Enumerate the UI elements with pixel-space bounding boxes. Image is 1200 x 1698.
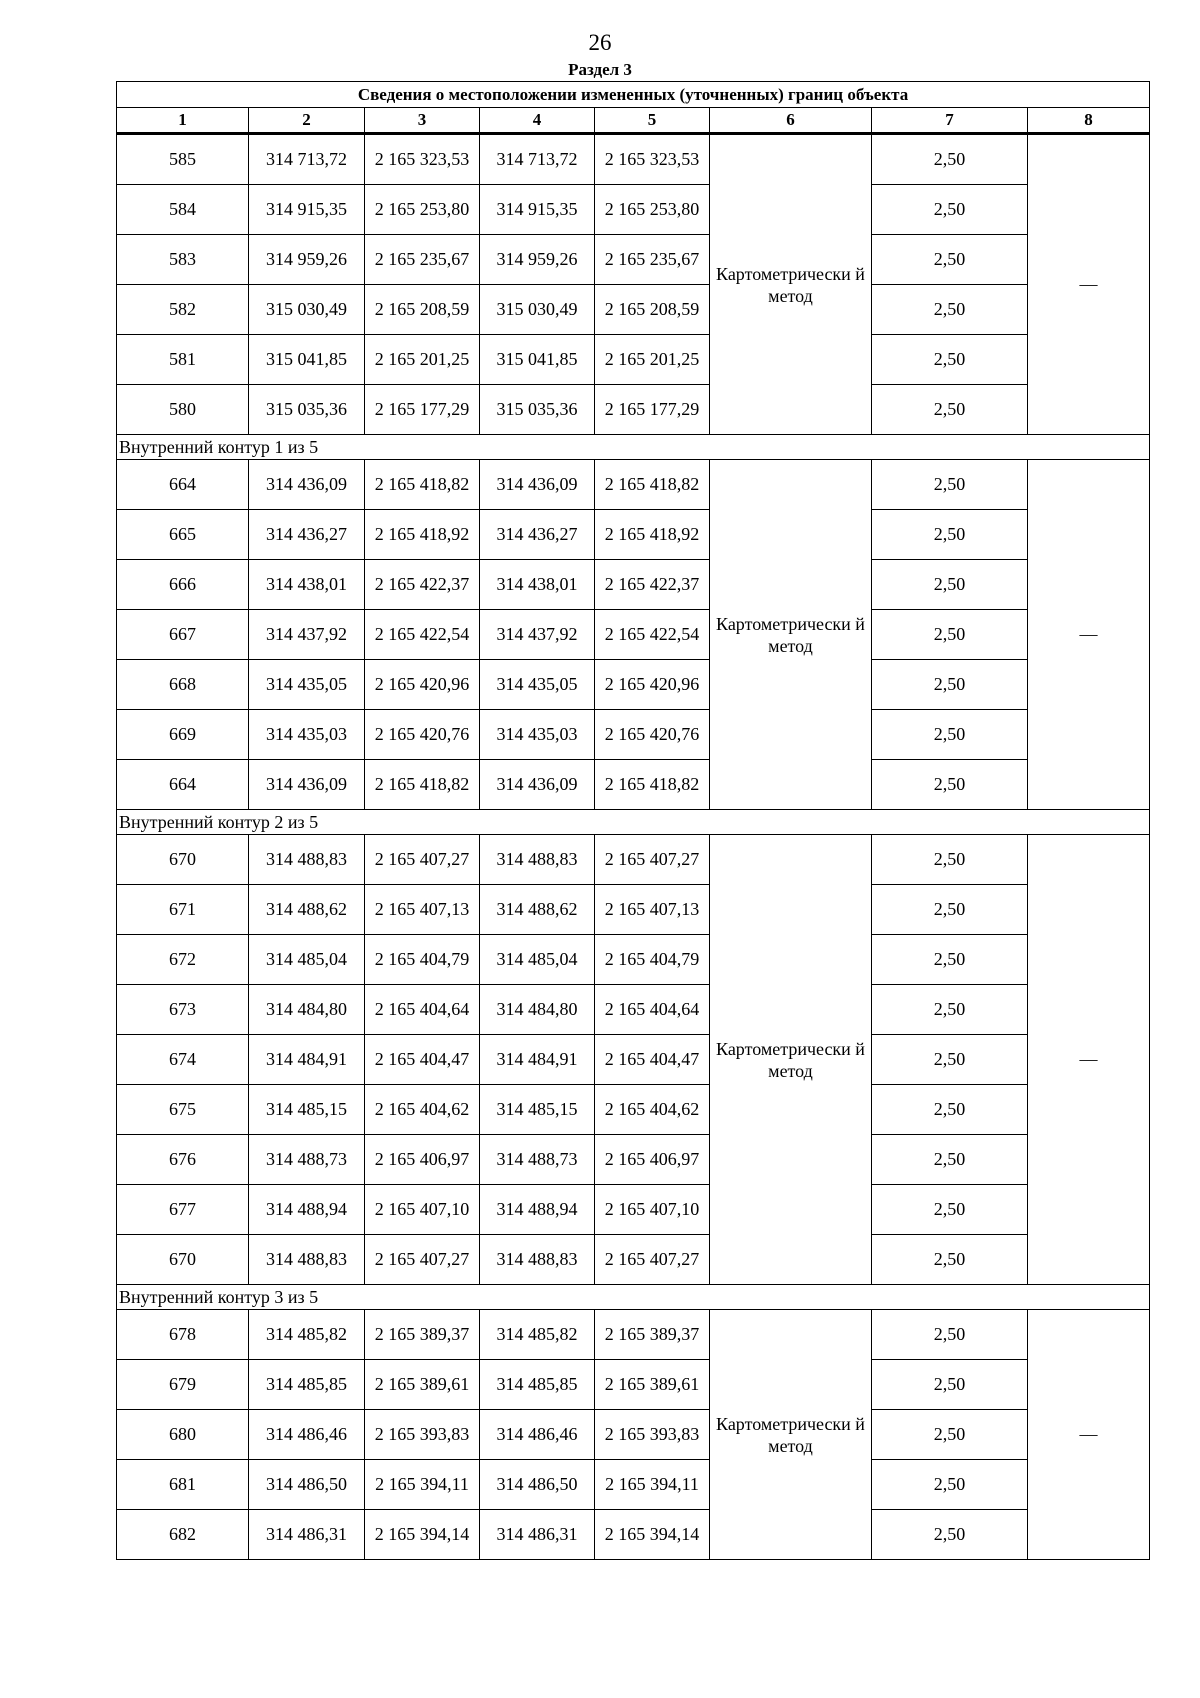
existing-x-cell: 314 436,09 xyxy=(249,760,365,810)
precision-cell: 2,50 xyxy=(872,134,1028,185)
table-row xyxy=(117,510,1150,560)
existing-x-cell: 314 435,03 xyxy=(249,710,365,760)
point-number-cell: 678 xyxy=(117,1310,249,1360)
table-row xyxy=(117,1410,1150,1460)
new-x-cell: 314 485,82 xyxy=(480,1310,595,1360)
table-row xyxy=(117,460,1150,510)
new-y-cell: 2 165 418,82 xyxy=(595,460,710,510)
new-y-cell: 2 165 407,10 xyxy=(595,1185,710,1235)
new-y-cell: 2 165 323,53 xyxy=(595,134,710,185)
column-number: 3 xyxy=(365,108,480,134)
precision-cell: 2,50 xyxy=(872,1410,1028,1460)
precision-cell: 2,50 xyxy=(872,610,1028,660)
new-y-cell: 2 165 394,11 xyxy=(595,1460,710,1510)
point-number-cell: 673 xyxy=(117,985,249,1035)
new-y-cell: 2 165 394,14 xyxy=(595,1510,710,1560)
existing-x-cell: 314 485,85 xyxy=(249,1360,365,1410)
table-row xyxy=(117,710,1150,760)
existing-x-cell: 314 488,83 xyxy=(249,835,365,885)
point-number-cell: 675 xyxy=(117,1085,249,1135)
precision-cell: 2,50 xyxy=(872,1135,1028,1185)
table-row xyxy=(117,385,1150,435)
new-x-cell: 314 486,50 xyxy=(480,1460,595,1510)
existing-x-cell: 314 437,92 xyxy=(249,610,365,660)
new-y-cell: 2 165 418,92 xyxy=(595,510,710,560)
existing-x-cell: 314 959,26 xyxy=(249,235,365,285)
existing-y-cell: 2 165 422,54 xyxy=(365,610,480,660)
point-number-cell: 677 xyxy=(117,1185,249,1235)
new-x-cell: 314 436,09 xyxy=(480,760,595,810)
new-x-cell: 314 485,85 xyxy=(480,1360,595,1410)
method-cell: Картометрически й метод xyxy=(710,835,872,1285)
table-row xyxy=(117,1085,1150,1135)
point-number-cell: 668 xyxy=(117,660,249,710)
point-number-cell: 676 xyxy=(117,1135,249,1185)
new-x-cell: 314 488,83 xyxy=(480,835,595,885)
method-cell: Картометрически й метод xyxy=(710,1310,872,1560)
existing-y-cell: 2 165 407,27 xyxy=(365,1235,480,1285)
precision-cell: 2,50 xyxy=(872,1185,1028,1235)
new-y-cell: 2 165 422,37 xyxy=(595,560,710,610)
new-x-cell: 314 436,27 xyxy=(480,510,595,560)
table-caption-row xyxy=(117,82,1150,108)
new-y-cell: 2 165 389,37 xyxy=(595,1310,710,1360)
table-row xyxy=(117,185,1150,235)
new-y-cell: 2 165 404,79 xyxy=(595,935,710,985)
existing-x-cell: 314 486,50 xyxy=(249,1460,365,1510)
point-number-cell: 682 xyxy=(117,1510,249,1560)
existing-x-cell: 314 486,31 xyxy=(249,1510,365,1560)
table-row xyxy=(117,1185,1150,1235)
new-y-cell: 2 165 404,47 xyxy=(595,1035,710,1085)
new-y-cell: 2 165 177,29 xyxy=(595,385,710,435)
precision-cell: 2,50 xyxy=(872,335,1028,385)
existing-x-cell: 314 488,83 xyxy=(249,1235,365,1285)
new-y-cell: 2 165 253,80 xyxy=(595,185,710,235)
existing-y-cell: 2 165 420,96 xyxy=(365,660,480,710)
description-cell: — xyxy=(1028,835,1150,1285)
point-number-cell: 680 xyxy=(117,1410,249,1460)
method-cell: Картометрически й метод xyxy=(710,134,872,435)
new-x-cell: 314 915,35 xyxy=(480,185,595,235)
new-y-cell: 2 165 404,62 xyxy=(595,1085,710,1135)
new-y-cell: 2 165 407,27 xyxy=(595,1235,710,1285)
new-x-cell: 314 435,03 xyxy=(480,710,595,760)
precision-cell: 2,50 xyxy=(872,710,1028,760)
precision-cell: 2,50 xyxy=(872,1310,1028,1360)
page-number: 26 xyxy=(588,30,612,55)
new-x-cell: 314 486,31 xyxy=(480,1510,595,1560)
existing-x-cell: 314 435,05 xyxy=(249,660,365,710)
existing-x-cell: 314 485,82 xyxy=(249,1310,365,1360)
point-number-cell: 665 xyxy=(117,510,249,560)
precision-cell: 2,50 xyxy=(872,235,1028,285)
existing-y-cell: 2 165 418,82 xyxy=(365,460,480,510)
new-x-cell: 314 488,83 xyxy=(480,1235,595,1285)
method-cell: Картометрически й метод xyxy=(710,460,872,810)
existing-y-cell: 2 165 389,37 xyxy=(365,1310,480,1360)
coordinates-table xyxy=(116,81,1150,1560)
column-number: 5 xyxy=(595,108,710,134)
existing-y-cell: 2 165 418,92 xyxy=(365,510,480,560)
existing-x-cell: 314 436,27 xyxy=(249,510,365,560)
point-number-cell: 664 xyxy=(117,460,249,510)
new-y-cell: 2 165 422,54 xyxy=(595,610,710,660)
precision-cell: 2,50 xyxy=(872,1460,1028,1510)
table-row xyxy=(117,1135,1150,1185)
existing-y-cell: 2 165 407,13 xyxy=(365,885,480,935)
existing-y-cell: 2 165 201,25 xyxy=(365,335,480,385)
precision-cell: 2,50 xyxy=(872,985,1028,1035)
new-y-cell: 2 165 420,76 xyxy=(595,710,710,760)
existing-y-cell: 2 165 407,27 xyxy=(365,835,480,885)
point-number-cell: 580 xyxy=(117,385,249,435)
existing-y-cell: 2 165 404,79 xyxy=(365,935,480,985)
new-y-cell: 2 165 404,64 xyxy=(595,985,710,1035)
table-row xyxy=(117,660,1150,710)
table-row xyxy=(117,835,1150,885)
point-number-cell: 671 xyxy=(117,885,249,935)
contour-label: Внутренний контур 2 из 5 xyxy=(117,810,1150,835)
column-number: 8 xyxy=(1028,108,1150,134)
point-number-cell: 664 xyxy=(117,760,249,810)
precision-cell: 2,50 xyxy=(872,1510,1028,1560)
existing-x-cell: 315 030,49 xyxy=(249,285,365,335)
table-row xyxy=(117,1235,1150,1285)
new-x-cell: 314 485,15 xyxy=(480,1085,595,1135)
description-cell: — xyxy=(1028,1310,1150,1560)
column-number: 4 xyxy=(480,108,595,134)
new-x-cell: 315 030,49 xyxy=(480,285,595,335)
table-row xyxy=(117,1460,1150,1510)
precision-cell: 2,50 xyxy=(872,1085,1028,1135)
existing-y-cell: 2 165 404,62 xyxy=(365,1085,480,1135)
new-y-cell: 2 165 208,59 xyxy=(595,285,710,335)
existing-x-cell: 315 035,36 xyxy=(249,385,365,435)
table-row xyxy=(117,935,1150,985)
contour-label: Внутренний контур 3 из 5 xyxy=(117,1285,1150,1310)
existing-y-cell: 2 165 407,10 xyxy=(365,1185,480,1235)
table-row xyxy=(117,1035,1150,1085)
table-row xyxy=(117,985,1150,1035)
existing-x-cell: 314 484,80 xyxy=(249,985,365,1035)
new-y-cell: 2 165 407,27 xyxy=(595,835,710,885)
new-y-cell: 2 165 393,83 xyxy=(595,1410,710,1460)
existing-x-cell: 314 438,01 xyxy=(249,560,365,610)
column-number: 2 xyxy=(249,108,365,134)
precision-cell: 2,50 xyxy=(872,760,1028,810)
point-number-cell: 674 xyxy=(117,1035,249,1085)
new-x-cell: 314 436,09 xyxy=(480,460,595,510)
point-number-cell: 670 xyxy=(117,835,249,885)
new-x-cell: 314 484,91 xyxy=(480,1035,595,1085)
existing-x-cell: 314 486,46 xyxy=(249,1410,365,1460)
point-number-cell: 670 xyxy=(117,1235,249,1285)
new-y-cell: 2 165 389,61 xyxy=(595,1360,710,1410)
point-number-cell: 669 xyxy=(117,710,249,760)
existing-y-cell: 2 165 323,53 xyxy=(365,134,480,185)
table-row xyxy=(117,1310,1150,1360)
point-number-cell: 585 xyxy=(117,134,249,185)
new-x-cell: 314 713,72 xyxy=(480,134,595,185)
precision-cell: 2,50 xyxy=(872,660,1028,710)
contour-label-row xyxy=(117,810,1150,835)
table-row xyxy=(117,1360,1150,1410)
new-x-cell: 314 488,94 xyxy=(480,1185,595,1235)
point-number-cell: 667 xyxy=(117,610,249,660)
existing-y-cell: 2 165 235,67 xyxy=(365,235,480,285)
existing-y-cell: 2 165 404,64 xyxy=(365,985,480,1035)
existing-x-cell: 314 485,15 xyxy=(249,1085,365,1135)
point-number-cell: 582 xyxy=(117,285,249,335)
point-number-cell: 666 xyxy=(117,560,249,610)
point-number-cell: 681 xyxy=(117,1460,249,1510)
existing-y-cell: 2 165 406,97 xyxy=(365,1135,480,1185)
precision-cell: 2,50 xyxy=(872,285,1028,335)
table-row xyxy=(117,885,1150,935)
existing-y-cell: 2 165 404,47 xyxy=(365,1035,480,1085)
precision-cell: 2,50 xyxy=(872,560,1028,610)
new-x-cell: 314 485,04 xyxy=(480,935,595,985)
new-x-cell: 315 041,85 xyxy=(480,335,595,385)
existing-y-cell: 2 165 394,11 xyxy=(365,1460,480,1510)
existing-y-cell: 2 165 394,14 xyxy=(365,1510,480,1560)
existing-y-cell: 2 165 420,76 xyxy=(365,710,480,760)
new-x-cell: 314 435,05 xyxy=(480,660,595,710)
existing-y-cell: 2 165 389,61 xyxy=(365,1360,480,1410)
new-x-cell: 314 488,62 xyxy=(480,885,595,935)
existing-x-cell: 314 436,09 xyxy=(249,460,365,510)
table-caption: Сведения о местоположении измененных (уточненных) границ объекта xyxy=(117,82,1150,108)
point-number-cell: 581 xyxy=(117,335,249,385)
table-row xyxy=(117,335,1150,385)
new-y-cell: 2 165 407,13 xyxy=(595,885,710,935)
point-number-cell: 672 xyxy=(117,935,249,985)
section-title: Раздел 3 xyxy=(568,60,632,79)
existing-x-cell: 314 713,72 xyxy=(249,134,365,185)
existing-x-cell: 314 488,73 xyxy=(249,1135,365,1185)
description-cell: — xyxy=(1028,134,1150,435)
contour-label: Внутренний контур 1 из 5 xyxy=(117,435,1150,460)
existing-x-cell: 314 488,94 xyxy=(249,1185,365,1235)
table-row xyxy=(117,134,1150,185)
table-row xyxy=(117,235,1150,285)
precision-cell: 2,50 xyxy=(872,835,1028,885)
existing-x-cell: 314 485,04 xyxy=(249,935,365,985)
existing-x-cell: 314 488,62 xyxy=(249,885,365,935)
point-number-cell: 584 xyxy=(117,185,249,235)
existing-y-cell: 2 165 208,59 xyxy=(365,285,480,335)
new-x-cell: 314 437,92 xyxy=(480,610,595,660)
column-number: 7 xyxy=(872,108,1028,134)
contour-label-row xyxy=(117,435,1150,460)
precision-cell: 2,50 xyxy=(872,385,1028,435)
precision-cell: 2,50 xyxy=(872,510,1028,560)
table-row xyxy=(117,1510,1150,1560)
precision-cell: 2,50 xyxy=(872,460,1028,510)
new-y-cell: 2 165 420,96 xyxy=(595,660,710,710)
existing-y-cell: 2 165 253,80 xyxy=(365,185,480,235)
existing-x-cell: 314 915,35 xyxy=(249,185,365,235)
existing-y-cell: 2 165 177,29 xyxy=(365,385,480,435)
column-number: 6 xyxy=(710,108,872,134)
new-y-cell: 2 165 406,97 xyxy=(595,1135,710,1185)
new-y-cell: 2 165 201,25 xyxy=(595,335,710,385)
precision-cell: 2,50 xyxy=(872,935,1028,985)
point-number-cell: 583 xyxy=(117,235,249,285)
new-x-cell: 314 488,73 xyxy=(480,1135,595,1185)
new-x-cell: 314 486,46 xyxy=(480,1410,595,1460)
new-y-cell: 2 165 418,82 xyxy=(595,760,710,810)
precision-cell: 2,50 xyxy=(872,185,1028,235)
precision-cell: 2,50 xyxy=(872,1035,1028,1085)
point-number-cell: 679 xyxy=(117,1360,249,1410)
column-number-row xyxy=(117,108,1150,134)
precision-cell: 2,50 xyxy=(872,1360,1028,1410)
new-x-cell: 314 438,01 xyxy=(480,560,595,610)
existing-y-cell: 2 165 393,83 xyxy=(365,1410,480,1460)
table-row xyxy=(117,760,1150,810)
existing-y-cell: 2 165 418,82 xyxy=(365,760,480,810)
contour-label-row xyxy=(117,1285,1150,1310)
new-x-cell: 314 484,80 xyxy=(480,985,595,1035)
table-row xyxy=(117,560,1150,610)
new-y-cell: 2 165 235,67 xyxy=(595,235,710,285)
table-row xyxy=(117,610,1150,660)
precision-cell: 2,50 xyxy=(872,885,1028,935)
table-row xyxy=(117,285,1150,335)
column-number: 1 xyxy=(117,108,249,134)
precision-cell: 2,50 xyxy=(872,1235,1028,1285)
new-x-cell: 315 035,36 xyxy=(480,385,595,435)
existing-y-cell: 2 165 422,37 xyxy=(365,560,480,610)
description-cell: — xyxy=(1028,460,1150,810)
existing-x-cell: 315 041,85 xyxy=(249,335,365,385)
existing-x-cell: 314 484,91 xyxy=(249,1035,365,1085)
new-x-cell: 314 959,26 xyxy=(480,235,595,285)
